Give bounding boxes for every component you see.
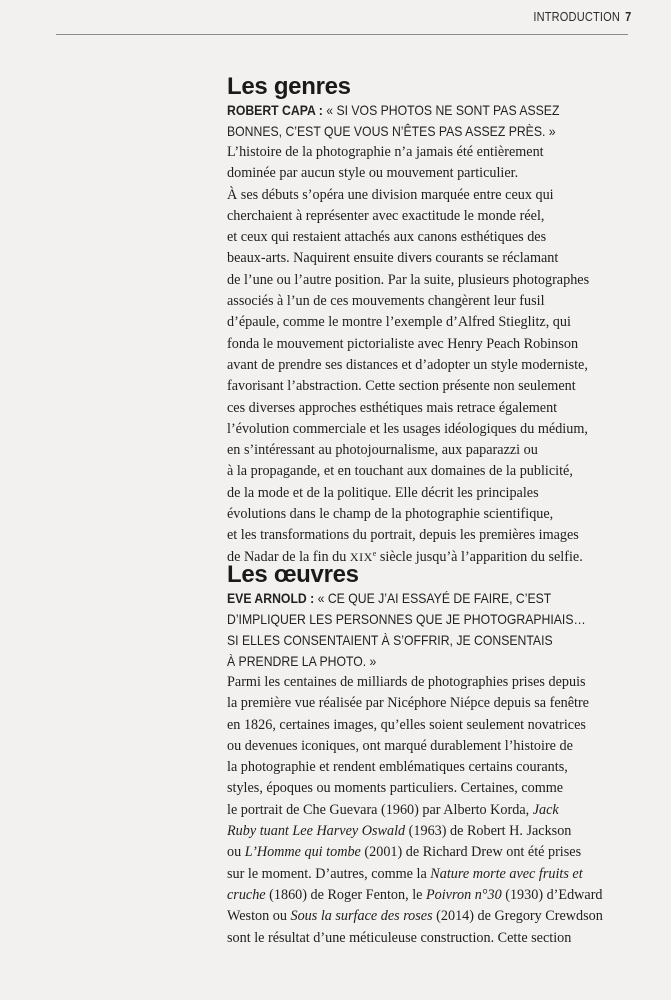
body-line: de la mode et de la politique. Elle décrit les principales <box>227 484 539 501</box>
body-line: à la propagande, et en touchant aux domaines de la publicité, <box>227 463 573 480</box>
body-line: la première vue réalisée par Nicéphore Niépce depuis sa fenêtre <box>227 695 589 712</box>
body-line: sont le résultat d’une méticuleuse construction. Cette section <box>227 929 572 946</box>
body-line: de l’une ou l’autre position. Par la suite, plusieurs photographes <box>227 271 590 288</box>
body-text-oeuvres <box>227 672 627 949</box>
artwork-title: Sous la surface des roses <box>290 908 433 925</box>
body-line: d’épaule, comme le montre l’exemple d’Alfred Stieglitz, qui <box>227 314 571 331</box>
body-line: et les transformations du portrait, depuis les premières images <box>227 527 579 544</box>
artwork-title: L’Homme qui tombe <box>244 844 361 861</box>
quote-arnold <box>227 588 605 672</box>
body-line: Parmi les centaines de milliards de photographies prises depuis <box>227 674 586 690</box>
body-line: Ruby tuant Lee Harvey Oswald (1963) de Robert H. Jackson <box>227 823 572 840</box>
header-rule <box>56 34 628 35</box>
quote-line: À PRENDRE LA PHOTO. » <box>227 654 377 669</box>
body-line: associés à l’un de ces mouvements changèrent leur fusil <box>227 293 545 310</box>
body-line: avant de prendre ses distances et d’adopter un style moderniste, <box>227 356 588 373</box>
body-line: À ses débuts s’opéra une division marquée entre ceux qui <box>227 186 554 203</box>
body-line: le portrait de Che Guevara (1960) par Alberto Korda, Jack <box>227 801 559 818</box>
body-line: dominée par aucun style ou mouvement particulier. <box>227 165 519 182</box>
body-line: favorisant l’abstraction. Cette section présente non seulement <box>227 378 576 395</box>
body-line: Weston ou Sous la surface des roses (2014) de Gregory Crewdson <box>227 908 603 925</box>
quote-line: SI ELLES CONSENTAIENT À S’OFFRIR, JE CONSENTAIS <box>227 633 553 648</box>
body-line: cruche (1860) de Roger Fenton, le Poivron n°30 (1930) d’Edward <box>227 886 603 903</box>
body-line: beaux-arts. Naquirent ensuite divers courants se réclamant <box>227 250 559 267</box>
section-name: INTRODUCTION <box>532 9 620 24</box>
quote-author: ROBERT CAPA : <box>227 103 323 118</box>
body-line: fonda le mouvement pictorialiste avec Henry Peach Robinson <box>227 335 579 352</box>
artwork-title: Ruby tuant Lee Harvey Oswald <box>227 823 406 840</box>
quote-line: « CE QUE J’AI ESSAYÉ DE FAIRE, C’EST <box>317 591 552 606</box>
artwork-title: Poivron n°30 <box>425 886 502 903</box>
section-oeuvres <box>227 562 627 949</box>
quote-line: BONNES, C’EST QUE VOUS N’ÊTES PAS ASSEZ PRÈS. » <box>227 124 556 139</box>
running-header <box>533 9 631 24</box>
body-line: sur le moment. D’autres, comme la Nature morte avec fruits et <box>227 865 583 882</box>
body-line: l’évolution commerciale et les usages idéologiques du médium, <box>227 420 588 437</box>
quote-line: « SI VOS PHOTOS NE SONT PAS ASSEZ <box>326 103 560 118</box>
artwork-title: Nature morte avec fruits et <box>430 865 583 882</box>
body-line: évolutions dans le champ de la photographie scientifique, <box>227 506 554 523</box>
body-text-genres <box>227 142 627 568</box>
body-line: de Nadar de la fin du XIXe siècle jusqu’à l’apparition du selfie. <box>227 548 583 565</box>
section-genres <box>227 74 627 568</box>
body-line: ou devenues iconiques, ont marqué durablement l’histoire de <box>227 737 573 754</box>
quote-capa <box>227 100 605 142</box>
artwork-title: cruche <box>227 886 266 903</box>
body-line: ces diverses approches esthétiques mais retrace également <box>227 399 558 416</box>
artwork-title: Jack <box>532 801 559 818</box>
body-line: ou L’Homme qui tombe (2001) de Richard Drew ont été prises <box>227 844 582 861</box>
century-numeral: XIX <box>349 549 373 564</box>
section-title-oeuvres: Les œuvres <box>227 561 359 588</box>
page-number: 7 <box>624 9 631 24</box>
body-line: L’histoire de la photographie n’a jamais été entièrement <box>227 144 544 160</box>
body-line: en 1826, certaines images, qu’elles soient seulement novatrices <box>227 716 586 733</box>
body-line: et ceux qui restaient attachés aux canons esthétiques des <box>227 229 547 246</box>
section-title-genres: Les genres <box>227 73 351 100</box>
quote-line: D’IMPLIQUER LES PERSONNES QUE JE PHOTOGRAPHIAIS… <box>227 612 586 627</box>
body-line: en s’intéressant au photojournalisme, aux paparazzi ou <box>227 442 538 459</box>
quote-author: EVE ARNOLD : <box>227 591 315 606</box>
body-line: la photographie et rendent emblématiques certains courants, <box>227 759 568 776</box>
body-line: cherchaient à représenter avec exactitude le monde réel, <box>227 207 545 224</box>
body-line: styles, époques ou moments particuliers. Certaines, comme <box>227 780 564 797</box>
